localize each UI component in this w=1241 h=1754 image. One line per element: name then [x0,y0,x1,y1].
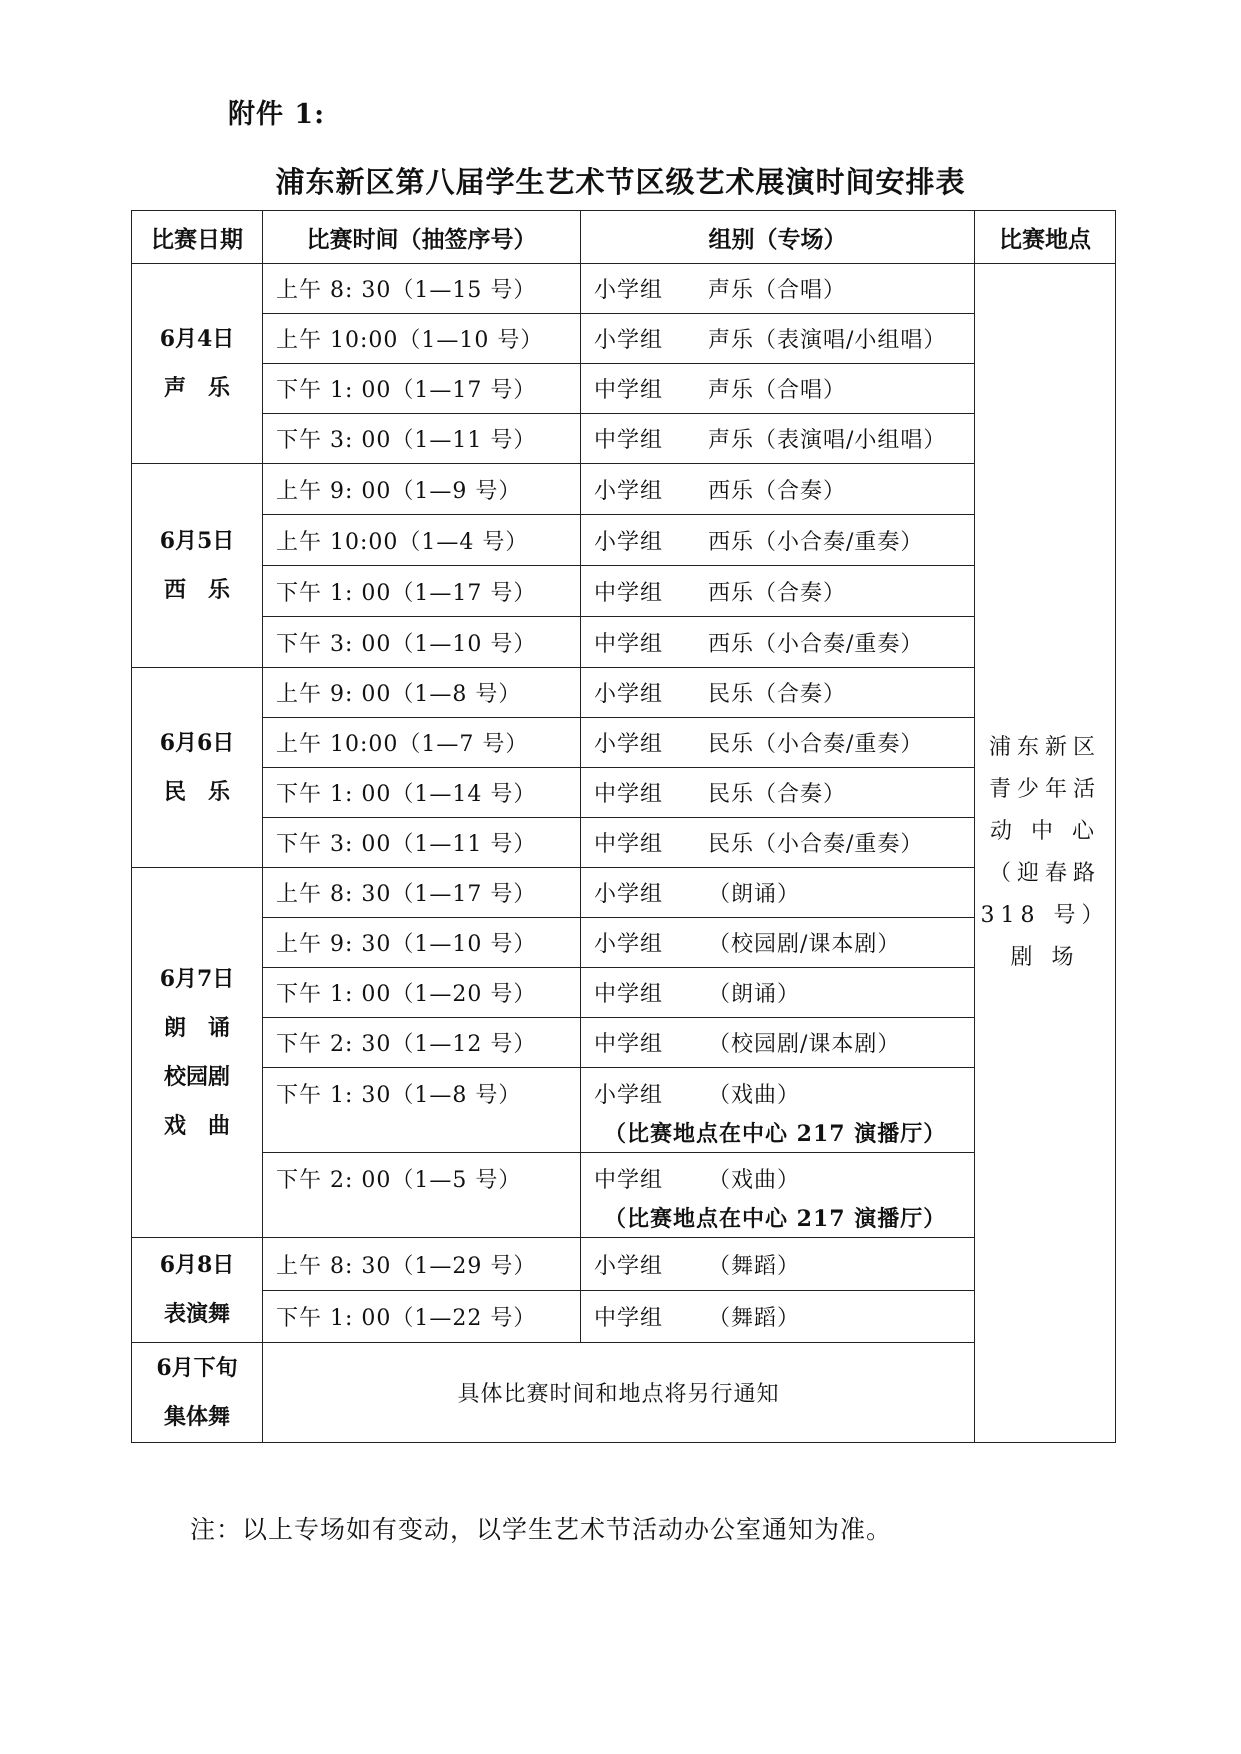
item-text: 民乐（小合奏/重奏） [708,832,924,857]
item-text: 西乐（小合奏/重奏） [708,529,924,555]
group-cell [581,1018,975,1068]
time-cell: 下午 3: 00（1—11 号） [263,414,581,464]
group-cell [581,718,975,768]
table-row [132,1018,1116,1068]
venue-line: 318 号） [980,903,1110,928]
category-text: 集体舞 [163,1403,230,1430]
date-text: 6月8日 [159,1252,235,1278]
time-cell: 上午 8: 30（1—29 号） [263,1238,581,1291]
group-cell [581,617,975,668]
level-text: 小学组 [594,478,664,504]
date-cell [132,1343,263,1443]
item-text: 声乐（表演唱/小组唱） [708,328,947,353]
header-group: 组别（专场） [581,211,975,264]
group-cell [581,818,975,868]
level-text: 中学组 [594,832,664,857]
table-row [132,918,1116,968]
item-text: （校园剧/课本剧） [708,1032,901,1057]
group-cell [581,414,975,464]
category-text: 戏 曲 [163,1112,230,1139]
table-row [132,515,1116,566]
attachment-label: 附件 1: [228,99,326,130]
table-row [132,617,1116,668]
table-row [132,364,1116,414]
category-text: 声 乐 [163,374,230,401]
page-title: 浦东新区第八届学生艺术节区级艺术展演时间安排表 [275,165,966,199]
time-cell: 下午 2: 00（1—5 号） [263,1153,581,1238]
level-text: 中学组 [594,982,664,1007]
level-text: 小学组 [594,1253,664,1279]
item-text: 西乐（合奏） [708,580,847,606]
group-cell [581,1153,975,1238]
venue-note: （比赛地点在中心 217 演播厅） [604,1206,947,1232]
group-cell [581,668,975,718]
header-venue: 比赛地点 [975,211,1116,264]
group-cell [581,314,975,364]
header-row [132,211,1116,264]
category-text: 民 乐 [163,778,230,805]
date-cell [132,264,263,464]
item-text: （戏曲） [708,1083,801,1108]
item-text: 声乐（合唱） [708,278,847,303]
header-time: 比赛时间（抽签序号） [263,211,581,264]
level-text: 中学组 [594,1032,664,1057]
table-row [132,1343,1116,1443]
level-text: 中学组 [594,428,664,453]
item-text: 民乐（合奏） [708,782,847,807]
time-cell: 上午 9: 30（1—10 号） [263,918,581,968]
item-text: （校园剧/课本剧） [708,932,901,957]
date-text: 6月下旬 [156,1354,238,1381]
group-cell [581,364,975,414]
venue-line: 浦东新区 [988,735,1101,760]
schedule-table [131,210,1116,1443]
group-cell [581,918,975,968]
category-text: 朗 诵 [163,1014,230,1041]
item-text: （朗诵） [708,882,801,907]
date-cell [132,464,263,668]
footer-note: 注：以上专场如有变动，以学生艺术节活动办公室通知为准。 [190,1515,893,1544]
time-cell: 下午 1: 00（1—14 号） [263,768,581,818]
level-text: 中学组 [594,1306,664,1331]
level-text: 中学组 [594,378,664,403]
level-text: 小学组 [594,732,664,757]
time-cell: 下午 1: 00（1—20 号） [263,968,581,1018]
table-row [132,1238,1116,1291]
date-text: 6月7日 [159,965,235,992]
time-cell: 下午 1: 00（1—22 号） [263,1291,581,1343]
group-cell [581,1068,975,1153]
table-row [132,718,1116,768]
venue-cell [975,264,1116,1443]
level-text: 小学组 [594,932,664,957]
time-cell: 上午 8: 30（1—17 号） [263,868,581,918]
group-cell [581,968,975,1018]
date-cell [132,668,263,868]
table-row [132,1068,1116,1153]
level-text: 中学组 [594,631,664,657]
level-text: 小学组 [594,328,664,353]
item-text: （舞蹈） [708,1253,801,1279]
table-row [132,1291,1116,1343]
level-text: 小学组 [594,682,664,707]
level-text: 小学组 [594,1083,664,1108]
category-text: 西 乐 [163,576,230,603]
date-cell [132,868,263,1238]
time-cell: 下午 3: 00（1—11 号） [263,818,581,868]
group-cell [581,464,975,515]
date-cell [132,1238,263,1343]
table-row [132,1153,1116,1238]
time-cell: 下午 1: 30（1—8 号） [263,1068,581,1153]
venue-line: 动 中 心 [990,819,1100,844]
level-text: 中学组 [594,1168,664,1193]
table-row [132,818,1116,868]
table-row [132,414,1116,464]
item-text: 民乐（小合奏/重奏） [708,732,924,757]
table-row [132,464,1116,515]
level-text: 小学组 [594,882,664,907]
venue-line: 青少年活 [988,777,1101,802]
tbd-cell: 具体比赛时间和地点将另行通知 [263,1343,975,1443]
table-row [132,314,1116,364]
time-cell: 上午 10:00（1—4 号） [263,515,581,566]
item-text: 声乐（合唱） [708,378,847,403]
time-cell: 上午 10:00（1—10 号） [263,314,581,364]
date-text: 6月5日 [159,527,235,554]
level-text: 中学组 [594,580,664,606]
group-cell [581,768,975,818]
time-cell: 上午 9: 00（1—9 号） [263,464,581,515]
venue-line: 剧 场 [1010,945,1080,970]
level-text: 中学组 [594,782,664,807]
group-cell [581,1291,975,1343]
time-cell: 下午 1: 00（1—17 号） [263,364,581,414]
group-cell [581,868,975,918]
table-row [132,768,1116,818]
item-text: 民乐（合奏） [708,682,847,707]
table-row [132,264,1116,314]
date-text: 6月6日 [159,729,235,756]
level-text: 小学组 [594,278,664,303]
group-cell [581,1238,975,1291]
venue-line: （迎春路 [988,861,1101,886]
table-row [132,968,1116,1018]
venue-note: （比赛地点在中心 217 演播厅） [604,1121,947,1147]
category-text: 校园剧 [163,1063,230,1090]
date-text: 6月4日 [159,325,235,352]
table-row [132,566,1116,617]
group-cell [581,264,975,314]
time-cell: 下午 1: 00（1—17 号） [263,566,581,617]
time-cell: 上午 8: 30（1—15 号） [263,264,581,314]
group-cell [581,566,975,617]
item-text: （朗诵） [708,982,801,1007]
time-cell: 下午 3: 00（1—10 号） [263,617,581,668]
item-text: 声乐（表演唱/小组唱） [708,428,947,453]
header-date: 比赛日期 [132,211,263,264]
time-cell: 上午 10:00（1—7 号） [263,718,581,768]
table-row [132,868,1116,918]
time-cell: 下午 2: 30（1—12 号） [263,1018,581,1068]
item-text: （戏曲） [708,1168,801,1193]
item-text: 西乐（小合奏/重奏） [708,631,924,657]
level-text: 小学组 [594,529,664,555]
table-row [132,668,1116,718]
time-cell: 上午 9: 00（1—8 号） [263,668,581,718]
item-text: 西乐（合奏） [708,478,847,504]
category-text: 表演舞 [163,1301,230,1327]
item-text: （舞蹈） [708,1306,801,1331]
group-cell [581,515,975,566]
